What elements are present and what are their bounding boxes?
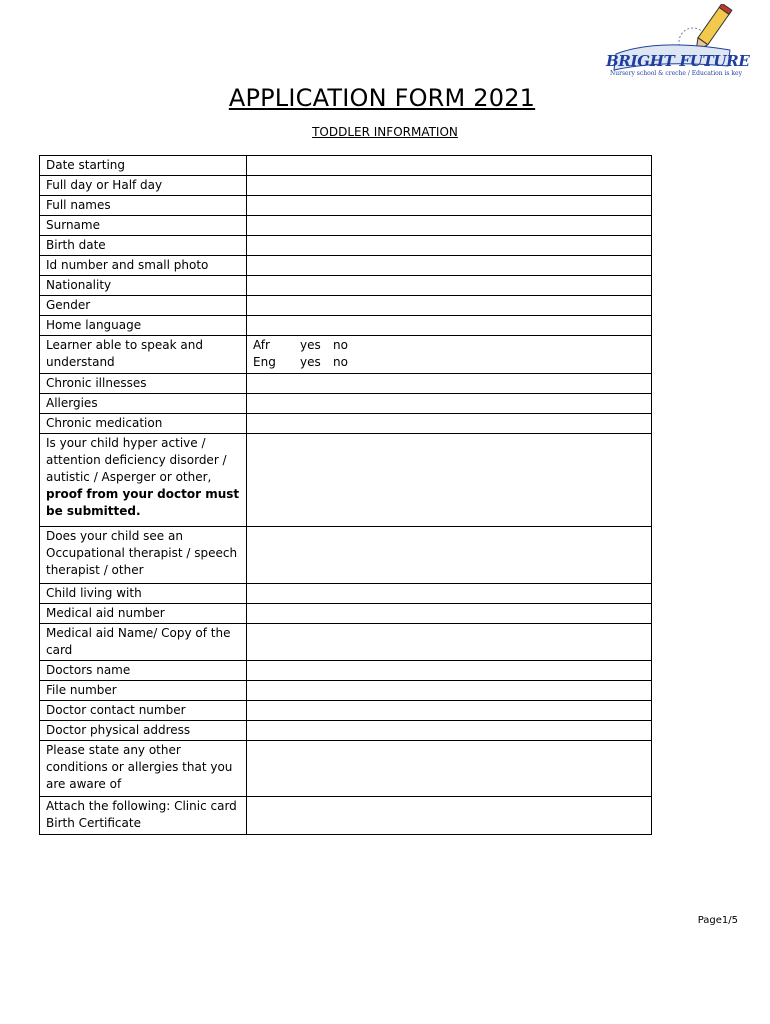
field-label-text: Doctor physical address bbox=[46, 723, 191, 737]
field-label bbox=[40, 527, 247, 584]
language-option-row bbox=[253, 354, 645, 371]
field-label-text: Doctor contact number bbox=[46, 703, 186, 717]
field-value[interactable] bbox=[247, 176, 652, 196]
field-label bbox=[40, 336, 247, 374]
no-option[interactable]: no bbox=[333, 355, 348, 369]
form-row bbox=[40, 236, 652, 256]
form-row bbox=[40, 434, 652, 527]
field-label-text: Home language bbox=[46, 318, 142, 332]
field-value[interactable] bbox=[247, 741, 652, 797]
brand-tagline: Nursery school & creche / Education is key bbox=[610, 70, 742, 77]
form-row bbox=[40, 681, 652, 701]
field-label bbox=[40, 236, 247, 256]
language-name: Afr bbox=[253, 338, 270, 352]
field-label-text: Medical aid number bbox=[46, 606, 165, 620]
field-value[interactable] bbox=[247, 236, 652, 256]
field-label bbox=[40, 156, 247, 176]
field-value[interactable] bbox=[247, 434, 652, 527]
yes-option[interactable]: yes bbox=[300, 355, 321, 369]
field-value[interactable] bbox=[247, 681, 652, 701]
field-value[interactable] bbox=[247, 196, 652, 216]
language-name: Eng bbox=[253, 355, 276, 369]
section-title: TODDLER INFORMATION bbox=[312, 125, 458, 139]
form-row bbox=[40, 414, 652, 434]
field-label-text: Does your child see an Occupational therapist / speech therapist / other bbox=[46, 529, 238, 577]
field-value[interactable] bbox=[247, 316, 652, 336]
form-row bbox=[40, 701, 652, 721]
field-label-text: Chronic illnesses bbox=[46, 376, 147, 390]
field-label bbox=[40, 256, 247, 276]
field-label bbox=[40, 374, 247, 394]
field-label-text: Chronic medication bbox=[46, 416, 163, 430]
field-value[interactable] bbox=[247, 296, 652, 316]
field-label-text: Full names bbox=[46, 198, 111, 212]
field-value[interactable] bbox=[247, 156, 652, 176]
field-label bbox=[40, 721, 247, 741]
form-row bbox=[40, 216, 652, 236]
form-row bbox=[40, 604, 652, 624]
field-value[interactable] bbox=[247, 797, 652, 835]
brand-name: BRIGHT FUTURE bbox=[606, 52, 750, 70]
field-value[interactable] bbox=[247, 414, 652, 434]
field-value[interactable] bbox=[247, 394, 652, 414]
field-label bbox=[40, 797, 247, 835]
field-label bbox=[40, 216, 247, 236]
form-row bbox=[40, 176, 652, 196]
field-value[interactable] bbox=[247, 604, 652, 624]
form-row bbox=[40, 256, 652, 276]
form-title: APPLICATION FORM 2021 bbox=[228, 84, 536, 112]
form-row bbox=[40, 336, 652, 374]
form-row bbox=[40, 196, 652, 216]
field-label-text: Child living with bbox=[46, 586, 142, 600]
field-label bbox=[40, 196, 247, 216]
form-row bbox=[40, 156, 652, 176]
field-label bbox=[40, 624, 247, 661]
field-label-text: Is your child hyper active / attention deficiency disorder / autistic / Asperger or other, bbox=[46, 436, 227, 484]
field-label-text: Birth date bbox=[46, 238, 106, 252]
form-row bbox=[40, 316, 652, 336]
field-value[interactable] bbox=[247, 256, 652, 276]
field-label-text: Date starting bbox=[46, 158, 126, 172]
field-value[interactable] bbox=[247, 336, 652, 374]
application-form-table bbox=[39, 155, 652, 835]
field-label bbox=[40, 296, 247, 316]
no-option[interactable]: no bbox=[333, 338, 348, 352]
field-label bbox=[40, 741, 247, 797]
field-label-text: Id number and small photo bbox=[46, 258, 209, 272]
field-label bbox=[40, 584, 247, 604]
field-value[interactable] bbox=[247, 721, 652, 741]
school-logo bbox=[598, 4, 750, 84]
field-label-text: Allergies bbox=[46, 396, 98, 410]
field-label bbox=[40, 394, 247, 414]
field-label bbox=[40, 681, 247, 701]
form-row bbox=[40, 276, 652, 296]
yes-option[interactable]: yes bbox=[300, 338, 321, 352]
field-value[interactable] bbox=[247, 624, 652, 661]
form-row bbox=[40, 296, 652, 316]
field-value[interactable] bbox=[247, 374, 652, 394]
field-label-text: Medical aid Name/ Copy of the card bbox=[46, 626, 231, 657]
form-row bbox=[40, 797, 652, 835]
field-label-text: File number bbox=[46, 683, 117, 697]
form-row bbox=[40, 624, 652, 661]
form-row bbox=[40, 661, 652, 681]
field-label bbox=[40, 414, 247, 434]
field-label-text: Nationality bbox=[46, 278, 112, 292]
field-label bbox=[40, 276, 247, 296]
field-label-text: Please state any other conditions or allergies that you are aware of bbox=[46, 743, 233, 791]
field-label-text: Learner able to speak and understand bbox=[46, 338, 203, 369]
field-label bbox=[40, 176, 247, 196]
field-label bbox=[40, 661, 247, 681]
field-label-text: Full day or Half day bbox=[46, 178, 163, 192]
field-label bbox=[40, 604, 247, 624]
field-label-text: Attach the following: Clinic card Birth Certificate bbox=[46, 799, 237, 830]
form-row bbox=[40, 584, 652, 604]
field-label bbox=[40, 316, 247, 336]
field-label bbox=[40, 701, 247, 721]
field-label-text: Gender bbox=[46, 298, 91, 312]
field-value[interactable] bbox=[247, 527, 652, 584]
form-row bbox=[40, 394, 652, 414]
field-value[interactable] bbox=[247, 216, 652, 236]
form-row bbox=[40, 721, 652, 741]
form-row bbox=[40, 741, 652, 797]
form-row bbox=[40, 527, 652, 584]
field-value[interactable] bbox=[247, 701, 652, 721]
field-value[interactable] bbox=[247, 661, 652, 681]
field-label-text: Doctors name bbox=[46, 663, 131, 677]
form-row bbox=[40, 374, 652, 394]
field-label-note: proof from your doctor must be submitted. bbox=[46, 487, 240, 518]
language-option-row bbox=[253, 337, 645, 354]
field-value[interactable] bbox=[247, 584, 652, 604]
page-number: Page1/5 bbox=[697, 915, 738, 926]
field-label-text: Surname bbox=[46, 218, 100, 232]
field-value[interactable] bbox=[247, 276, 652, 296]
field-label bbox=[40, 434, 247, 527]
